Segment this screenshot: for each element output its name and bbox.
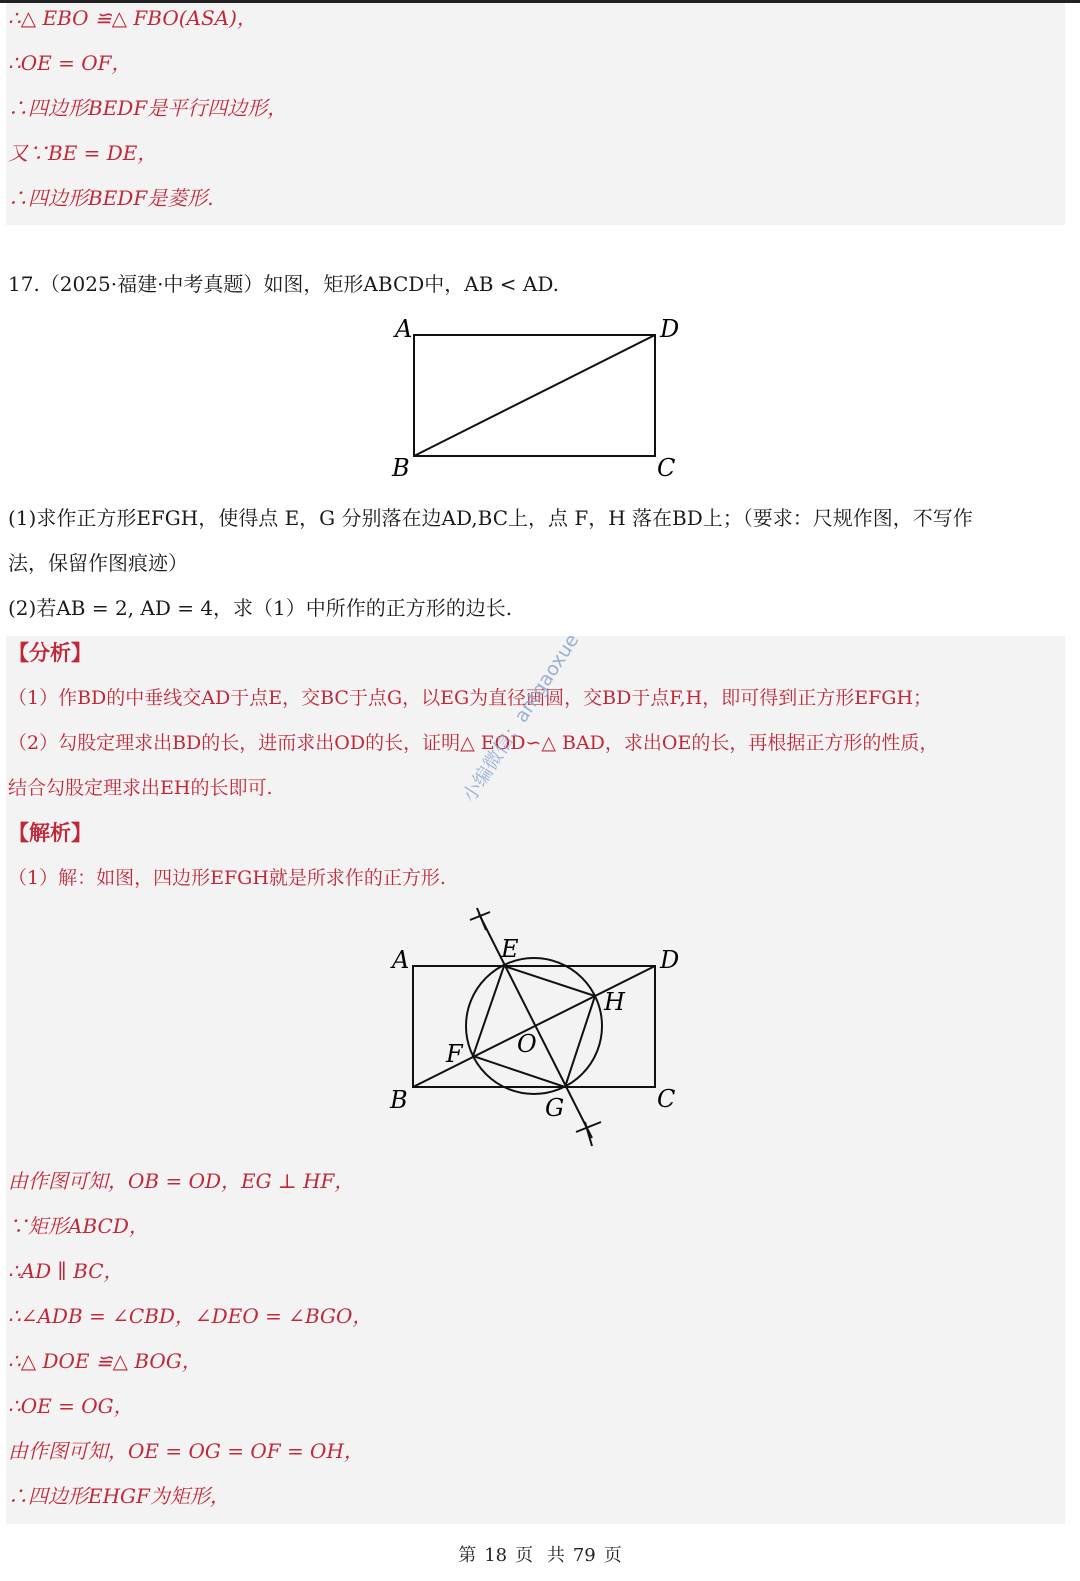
proof-line-3: ∴AD ∥ BC， (8, 1259, 124, 1283)
label-b: B (392, 454, 410, 482)
label-d: D (660, 315, 680, 343)
proof-line-1: 由作图可知，OB = OD，EG ⊥ HF， (8, 1169, 355, 1193)
problem-statement: 如图，矩形ABCD中，AB < AD. (263, 272, 560, 296)
prev-line-3: ∴四边形BEDF是平行四边形， (8, 96, 288, 120)
label2-e: E (501, 935, 519, 963)
proof-line-2: ∵矩形ABCD， (8, 1214, 149, 1238)
label2-a: A (392, 946, 410, 974)
footer-suffix: 页 (603, 1545, 622, 1566)
figure-construction (380, 900, 700, 1150)
prev-line-5: ∴四边形BEDF是菱形. (8, 186, 214, 210)
label2-g: G (545, 1094, 565, 1122)
analysis-line-2: （2）勾股定理求出BD的长，进而求出OD的长，证明△ EOD∽△ BAD，求出OE的长，再根据正方形的性质， (8, 732, 939, 754)
perpendicular-bisector (479, 914, 592, 1138)
proof-line-6: ∴OE = OG， (8, 1394, 134, 1418)
label2-o: O (517, 1030, 537, 1058)
problem-source: （2025·福建·中考真题） (39, 272, 264, 296)
diagonal-bd-2 (413, 966, 655, 1087)
analysis-heading: 【分析】 (8, 640, 92, 665)
label2-d: D (660, 946, 680, 974)
solution-line-1: （1）解：如图，四边形EFGH就是所求作的正方形. (8, 867, 446, 889)
footer-middle: 页 共 (515, 1545, 565, 1566)
problem-part2: (2)若AB = 2, AD = 4，求（1）中所作的正方形的边长. (8, 596, 513, 620)
footer-page-number: 18 (484, 1545, 508, 1566)
analysis-line-3: 结合勾股定理求出EH的长即可. (8, 777, 273, 799)
proof-line-7: 由作图可知，OE = OG = OF = OH， (8, 1439, 364, 1463)
solution-heading: 【解析】 (8, 820, 92, 845)
arc-mark-bottom (576, 1122, 601, 1146)
problem-number: 17. (8, 272, 40, 296)
proof-line-5: ∴△ DOE ≌△ BOG， (8, 1349, 202, 1373)
problem-part1-line1: (1)求作正方形EFGH，使得点 E，G 分别落在边AD,BC上，点 F，H 落在BD上；（要求：尺规作图，不写作 (8, 506, 973, 530)
watermark: 小编微信：antgaoxue (458, 629, 584, 807)
prev-line-2: ∴OE = OF， (8, 51, 132, 75)
arc-mark-top (470, 908, 490, 930)
label-c: C (657, 454, 676, 482)
diagonal-bd (414, 335, 655, 456)
prev-line-4: 又∵BE = DE， (8, 141, 158, 165)
proof-line-8: ∴四边形EHGF为矩形， (8, 1484, 230, 1508)
label2-f: F (446, 1040, 463, 1068)
label2-h: H (604, 988, 625, 1016)
label-a: A (395, 315, 413, 343)
analysis-line-1: （1）作BD的中垂线交AD于点E，交BC于点G，以EG为直径画圆，交BD于点F,H，即可得到正方形EFGH； (8, 687, 933, 709)
label2-c: C (657, 1085, 676, 1113)
proof-line-4: ∴∠ADB = ∠CBD，∠DEO = ∠BGO， (8, 1304, 373, 1328)
problem-part1-line2: 法，保留作图痕迹） (8, 551, 188, 575)
page-footer (0, 1541, 1080, 1567)
prev-line-1: ∴△ EBO ≌△ FBO(ASA)， (8, 6, 257, 30)
figure-rectangle-abcd (380, 310, 700, 490)
footer-total-pages: 79 (572, 1545, 596, 1566)
problem-header (8, 270, 559, 298)
footer-prefix: 第 (458, 1545, 477, 1566)
label2-b: B (390, 1086, 408, 1114)
